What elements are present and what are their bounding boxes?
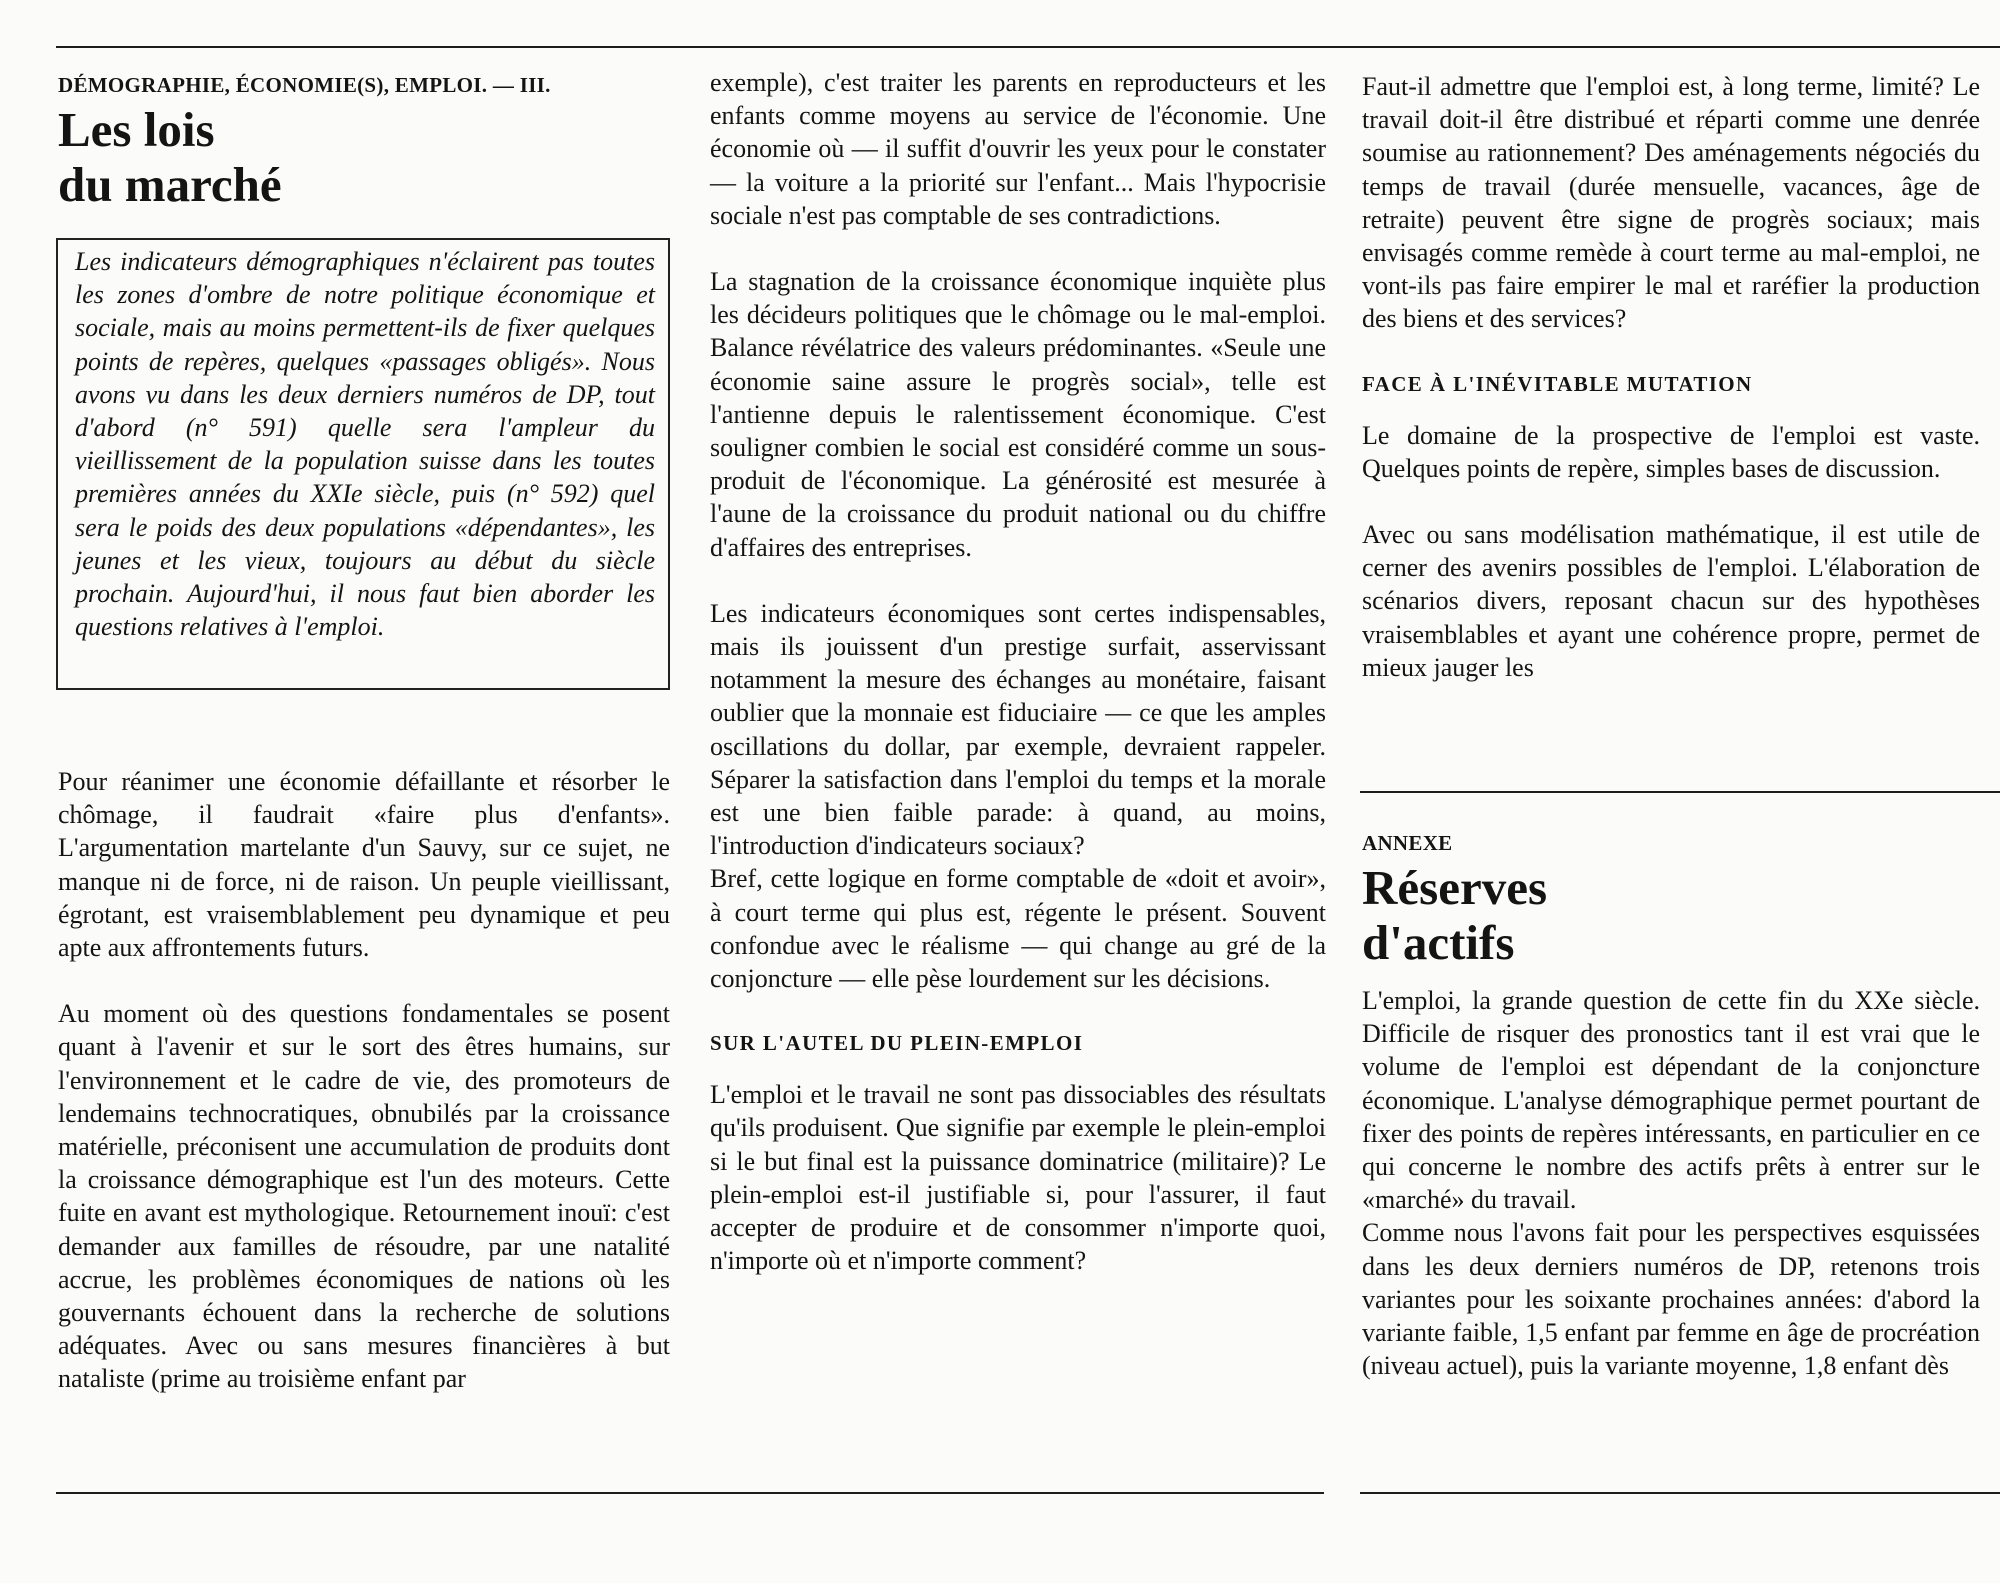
article-title: [58, 102, 670, 212]
section-subheading: SUR L'AUTEL DU PLEIN-EMPLOI: [710, 1031, 1084, 1056]
article-title-line-1: Les lois: [58, 102, 215, 157]
bottom-rule-left: [56, 1492, 1324, 1494]
annex-title-line-1: Réserves: [1362, 860, 1548, 915]
column-2: [710, 66, 1326, 1278]
annex-top-rule: [1360, 791, 2000, 793]
paragraph: Le domaine de la prospective de l'emploi est vaste. Quelques points de repère, simples bases de discussion.: [1362, 420, 1980, 483]
bottom-rule-right: [1360, 1492, 2000, 1494]
intro-text: Les indicateurs démographiques n'éclairent pas toutes les zones d'ombre de notre politique économique et sociale, mais au moins permettent-ils de fixer quelques points de repères, quelques «passages obligés». Nous avons vu dans les deux derniers numéros de DP, tout d'abord (n° 591) quelle sera l'ampleur du vieillissement de la population suisse dans les toutes premières années du XXIe siècle, puis (n° 592) quel sera le poids des deux populations «dépendantes», les jeunes et les vieux, toujours au début du siècle prochain. Aujourd'hui, il nous faut bien aborder les questions relatives à l'emploi.: [75, 247, 655, 642]
paragraph: Les indicateurs économiques sont certes indispensables, mais ils jouissent d'un prestige surfait, asservissant notamment la mesure des échanges au monétaire, faisant oublier que la monnaie est fiduciaire — ce que les amples oscillations du dollar, par exemple, devraient rappeler. Séparer la satisfaction dans l'emploi du temps et la morale est une bien faible parade: à quand, au moins, l'introduction d'indicateurs sociaux?: [710, 598, 1326, 861]
paragraph: Pour réanimer une économie défaillante et résorber le chômage, il faudrait «faire plus d'enfants». L'argumentation martelante d'un Sauvy, sur ce sujet, ne manque ni de force, ni de raison. Un peuple vieillissant, égrotant, est vraisemblablement peu dynamique et peu apte aux affrontements futurs.: [58, 767, 670, 963]
paragraph: Bref, cette logique en forme comptable de «doit et avoir», à court terme qui plus est, régente le présent. Souvent confondue avec le réalisme — qui change au gré de la conjoncture — elle pèse lourdement sur les décisions.: [710, 864, 1326, 994]
annex-section: [1362, 828, 1980, 1382]
paragraph: Comme nous l'avons fait pour les perspectives esquissées dans les deux derniers numéros de DP, retenons trois variantes pour les soixante prochaines années: d'abord la variante faible, 1,5 enfant par femme en âge de procréation (niveau actuel), puis la variante moyenne, 1,8 enfant dès: [1362, 1218, 1980, 1381]
article-title-line-2: du marché: [58, 157, 282, 212]
column-1-header: [58, 70, 670, 212]
column-1-body: [58, 765, 670, 1396]
article-kicker: DÉMOGRAPHIE, ÉCONOMIE(S), EMPLOI. — III.: [58, 73, 551, 97]
annex-kicker: ANNEXE: [1362, 831, 1453, 855]
paragraph: Avec ou sans modélisation mathématique, il est utile de cerner des avenirs possibles de l'emploi. L'élaboration de scénarios divers, reposant chacun sur des hypothèses vraisemblables et ayant une cohérence propre, permet de mieux jauger les: [1362, 520, 1980, 682]
paragraph: L'emploi, la grande question de cette fin du XXe siècle. Difficile de risquer des pronostics tant il est vrai que le volume de l'emploi est dépendant de la conjoncture économique. L'analyse démographique permet pourtant de fixer des points de repères intéressants, en particulier en ce qui concerne le nombre des actifs prêts à entrer sur le «marché» du travail.: [1362, 986, 1980, 1215]
paragraph: exemple), c'est traiter les parents en reproducteurs et les enfants comme moyens au service de l'économie. Une économie où — il suffit d'ouvrir les yeux pour le constater — la voiture a la priorité sur l'enfant... Mais l'hypocrisie sociale n'est pas comptable de ses contradictions.: [710, 68, 1326, 230]
paragraph: Au moment où des questions fondamentales se posent quant à l'avenir et sur le sort des êtres humains, sur l'environnement et le cadre de vie, des promoteurs de lendemains technocratiques, obnubilés par la croissance matérielle, préconisent une accumulation de produits dont la croissance démographique est l'un des moteurs. Cette fuite en avant est mythologique. Retournement inouï: c'est demander aux familles de résoudre, par une natalité accrue, les problèmes économiques de nations où les gouvernants échouent dans la recherche de solutions adéquates. Avec ou sans mesures financières à but nataliste (prime au troisième enfant par: [58, 999, 670, 1394]
paragraph: L'emploi et le travail ne sont pas dissociables des résultats qu'ils produisent. Que signifie par exemple le plein-emploi si le but final est la puissance dominatrice (militaire)? Le plein-emploi est-il justifiable si, pour l'assurer, il faut accepter de produire et de consommer n'importe quoi, n'importe où et n'importe comment?: [710, 1080, 1326, 1276]
annex-title-line-2: d'actifs: [1362, 915, 1515, 970]
annex-title: [1362, 860, 1980, 970]
column-3-upper: [1362, 70, 1980, 684]
section-subheading: FACE À L'INÉVITABLE MUTATION: [1362, 371, 1753, 396]
paragraph: Faut-il admettre que l'emploi est, à long terme, limité? Le travail doit-il être distribué et réparti comme une denrée soumise au rationnement? Des aménagements négociés du temps de travail (durée mensuelle, vacances, âge de retraite) peuvent être signe de progrès sociaux; mais envisagés comme remède à court terme au mal-emploi, ne vont-ils pas faire empirer le mal et raréfier la production des biens et des services?: [1362, 72, 1980, 334]
paragraph: La stagnation de la croissance économique inquiète plus les décideurs politiques que le chômage ou le mal-emploi. Balance révélatrice des valeurs prédominantes. «Seule une économie saine assure le progrès social», telle est l'antienne depuis le ralentissement économique. C'est souligner combien le social est considéré comme un sous-produit de l'économique. La générosité est mesurée à l'aune de la croissance du produit national ou du chiffre d'affaires des entreprises.: [710, 267, 1326, 562]
top-rule: [56, 46, 2000, 48]
